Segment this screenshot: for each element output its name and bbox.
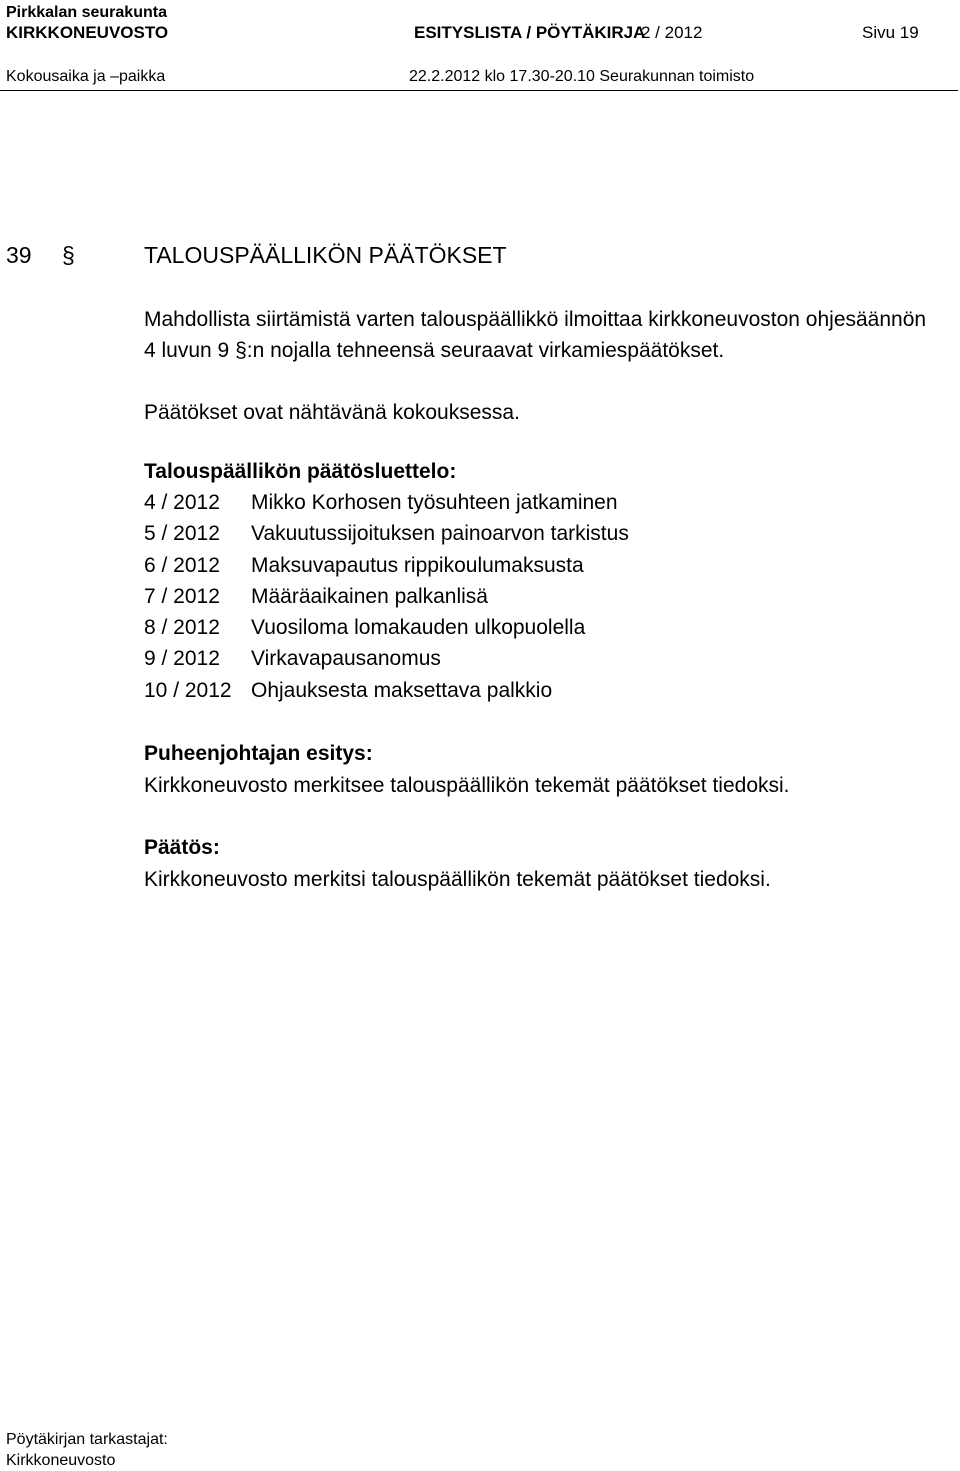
list-item: [144, 489, 629, 520]
decision-text: Määräaikainen palkanlisä: [251, 584, 488, 608]
decision-text-final: Kirkkoneuvosto merkitsi talouspäällikön tekemät päätökset tiedoksi.: [144, 868, 771, 891]
intro-note: Päätökset ovat nähtävänä kokouksessa.: [144, 401, 520, 424]
page-label: Sivu 19: [862, 23, 919, 42]
decisions-list: [144, 489, 629, 708]
list-item: [144, 583, 629, 614]
doc-number: 2 / 2012: [641, 23, 703, 42]
decision-text: Ohjauksesta maksettava palkkio: [251, 678, 553, 702]
decision-number: 5 / 2012: [144, 522, 220, 546]
decision-number: 7 / 2012: [144, 584, 220, 608]
time-place-label: Kokousaika ja –paikka: [6, 68, 166, 85]
intro-line-2: 4 luvun 9 §:n nojalla tehneensä seuraavat virkamiespäätökset.: [144, 339, 725, 362]
org-name: Pirkkalan seurakunta: [6, 4, 167, 21]
decision-number: 9 / 2012: [144, 647, 220, 671]
decision-heading: Päätös:: [144, 836, 220, 859]
list-item: [144, 677, 629, 708]
section-number: 39: [6, 242, 32, 268]
footer-body: Kirkkoneuvosto: [6, 1452, 116, 1469]
list-item: [144, 614, 629, 645]
proposal-heading: Puheenjohtajan esitys:: [144, 742, 373, 765]
doc-type: ESITYSLISTA / PÖYTÄKIRJA: [414, 23, 646, 42]
list-item: [144, 552, 629, 583]
body-name: KIRKKONEUVOSTO: [6, 23, 169, 42]
decision-text: Vuosiloma lomakauden ulkopuolella: [251, 616, 586, 640]
decision-number: 6 / 2012: [144, 553, 220, 577]
time-place-value: 22.2.2012 klo 17.30-20.10 Seurakunnan toimisto: [409, 68, 755, 85]
decision-number: 8 / 2012: [144, 616, 220, 640]
decisions-heading: Talouspäällikön päätösluettelo:: [144, 460, 457, 483]
footer-label: Pöytäkirjan tarkastajat:: [6, 1431, 168, 1448]
list-item: [144, 520, 629, 551]
list-item: [144, 645, 629, 676]
proposal-text: Kirkkoneuvosto merkitsee talouspäällikön tekemät päätökset tiedoksi.: [144, 774, 790, 797]
decision-text: Virkavapausanomus: [251, 647, 441, 671]
decision-number: 10 / 2012: [144, 678, 232, 702]
intro-line-1: Mahdollista siirtämistä varten talouspäällikkö ilmoittaa kirkkoneuvoston ohjesäännön: [144, 308, 927, 331]
decision-number: 4 / 2012: [144, 491, 220, 514]
section-title: TALOUSPÄÄLLIKÖN PÄÄTÖKSET: [144, 242, 507, 268]
section-symbol: §: [62, 242, 75, 268]
decision-text: Vakuutussijoituksen painoarvon tarkistus: [251, 522, 629, 546]
decision-text: Maksuvapautus rippikoulumaksusta: [251, 553, 584, 577]
decision-text: Mikko Korhosen työsuhteen jatkaminen: [251, 491, 618, 514]
header-rule: [0, 90, 958, 91]
